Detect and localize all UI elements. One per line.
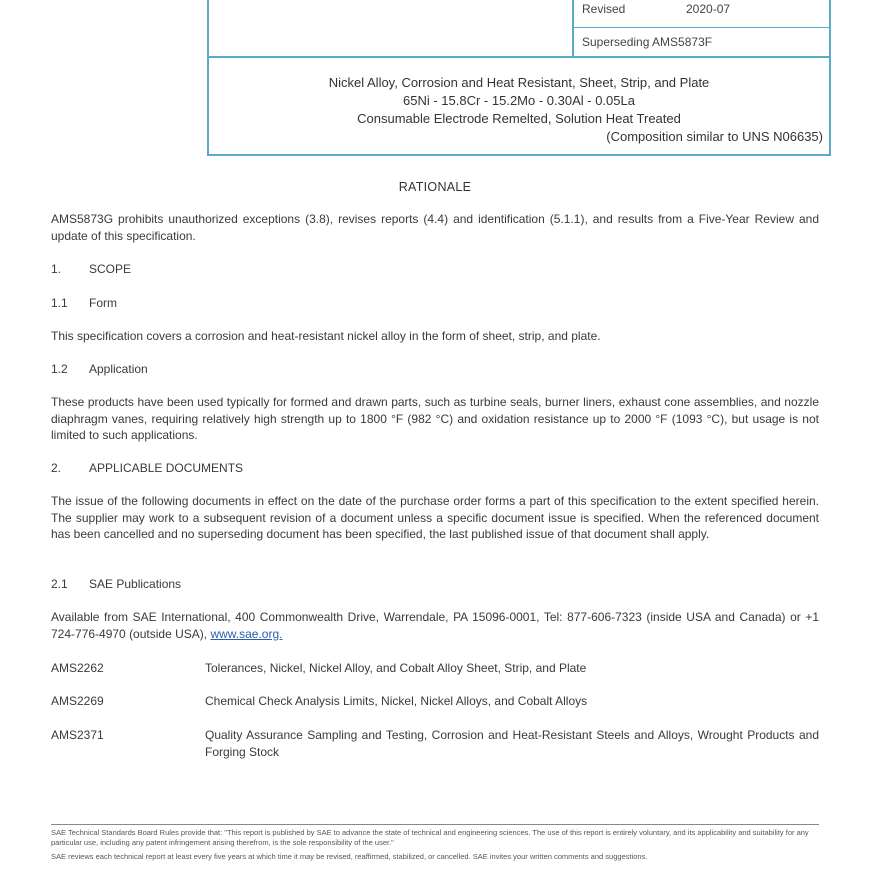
- title-line-2: 65Ni - 15.8Cr - 15.2Mo - 0.30Al - 0.05La: [403, 93, 635, 108]
- section-title: Form: [89, 296, 117, 310]
- section-number: 1.2: [51, 362, 68, 376]
- section-title: APPLICABLE DOCUMENTS: [89, 461, 244, 475]
- footer-note-2: SAE reviews each technical report at least every five years at which time it may be revised, reaffirmed, stabilized, or cancelled. SAE invites your written comments and suggestions.: [51, 852, 648, 861]
- spec-title: [209, 74, 829, 146]
- section-title: SAE Publications: [89, 577, 182, 591]
- title-line-4: (Composition similar to UNS N06635): [606, 129, 823, 144]
- section-applicable-documents: [51, 461, 243, 475]
- reference-code: AMS2262: [51, 661, 104, 675]
- reference-description: Quality Assurance Sampling and Testing, Corrosion and Heat-Resistant Steels and Alloys, Wrought Products and Forging Stock: [205, 728, 819, 759]
- header-box: [207, 0, 831, 156]
- section-scope: [51, 262, 131, 276]
- revised-label: Revised: [582, 2, 626, 16]
- sae-website-link[interactable]: www.sae.org.: [210, 626, 283, 641]
- title-line-1: Nickel Alloy, Corrosion and Heat Resistant, Sheet, Strip, and Plate: [328, 75, 710, 90]
- section-number: 2.1: [51, 577, 68, 591]
- section-form: [51, 296, 117, 310]
- title-line-3: Consumable Electrode Remelted, Solution Heat Treated: [357, 111, 681, 126]
- sae-publications-text: [51, 609, 819, 642]
- reference-code: AMS2371: [51, 728, 104, 742]
- section-sae-publications: [51, 577, 181, 591]
- revised-value: 2020-07: [686, 2, 731, 16]
- rationale-text: AMS5873G prohibits unauthorized exceptions (3.8), revises reports (4.4) and identification (5.1.1), and results from a Five-Year Review and update of this specification.: [51, 212, 819, 243]
- superseding-value: Superseding AMS5873F: [582, 35, 713, 49]
- header-divider: [572, 0, 574, 56]
- form-text: This specification covers a corrosion and heat-resistant nickel alloy in the form of sheet, strip, and plate.: [51, 329, 601, 343]
- rationale-heading: RATIONALE: [398, 180, 472, 194]
- section-number: 1.1: [51, 296, 68, 310]
- section-title: SCOPE: [89, 262, 132, 276]
- applicable-documents-text: The issue of the following documents in effect on the date of the purchase order forms a part of this specification to the extent specified herein. The supplier may work to a subsequent revision of a document unless a specific document issue is specified. When the referenced document has been cancelled and no superseding document has been specified, the last published issue of that document shall apply.: [51, 494, 819, 541]
- section-title: Application: [89, 362, 148, 376]
- application-text: These products have been used typically for formed and drawn parts, such as turbine seals, burner liners, exhaust cone assemblies, and nozzle diaphragm vanes, requiring relatively high strength up to 1800 °F (982 °C) and oxidation resistance up to 2000 °F (1093 °C), but usage is not limited to such applications.: [51, 395, 819, 442]
- section-number: 2.: [51, 461, 62, 475]
- footer-divider: [51, 824, 819, 825]
- sae-address: Available from SAE International, 400 Commonwealth Drive, Warrendale, PA 15096-0001, Tel: 877-606-7323 (inside USA and Canada) or +1 724-776-4970 (outside USA),: [51, 610, 819, 641]
- reference-description: Tolerances, Nickel, Nickel Alloy, and Cobalt Alloy Sheet, Strip, and Plate: [205, 661, 587, 675]
- header-row-divider: [574, 27, 829, 28]
- footer-note-1: SAE Technical Standards Board Rules provide that: "This report is published by SAE to advance the state of technical and engineering sciences. The use of this report is entirely voluntary, and its applicability and suitability for any particular use, including any patent infringement arising therefrom, is the sole responsibility of the user.": [51, 828, 809, 847]
- revised-row: [582, 2, 730, 16]
- superseding-row: [582, 35, 712, 49]
- section-number: 1.: [51, 262, 62, 276]
- reference-description: Chemical Check Analysis Limits, Nickel, Nickel Alloys, and Cobalt Alloys: [205, 694, 588, 708]
- section-application: [51, 362, 148, 376]
- reference-code: AMS2269: [51, 694, 104, 708]
- header-top-section: [209, 0, 829, 58]
